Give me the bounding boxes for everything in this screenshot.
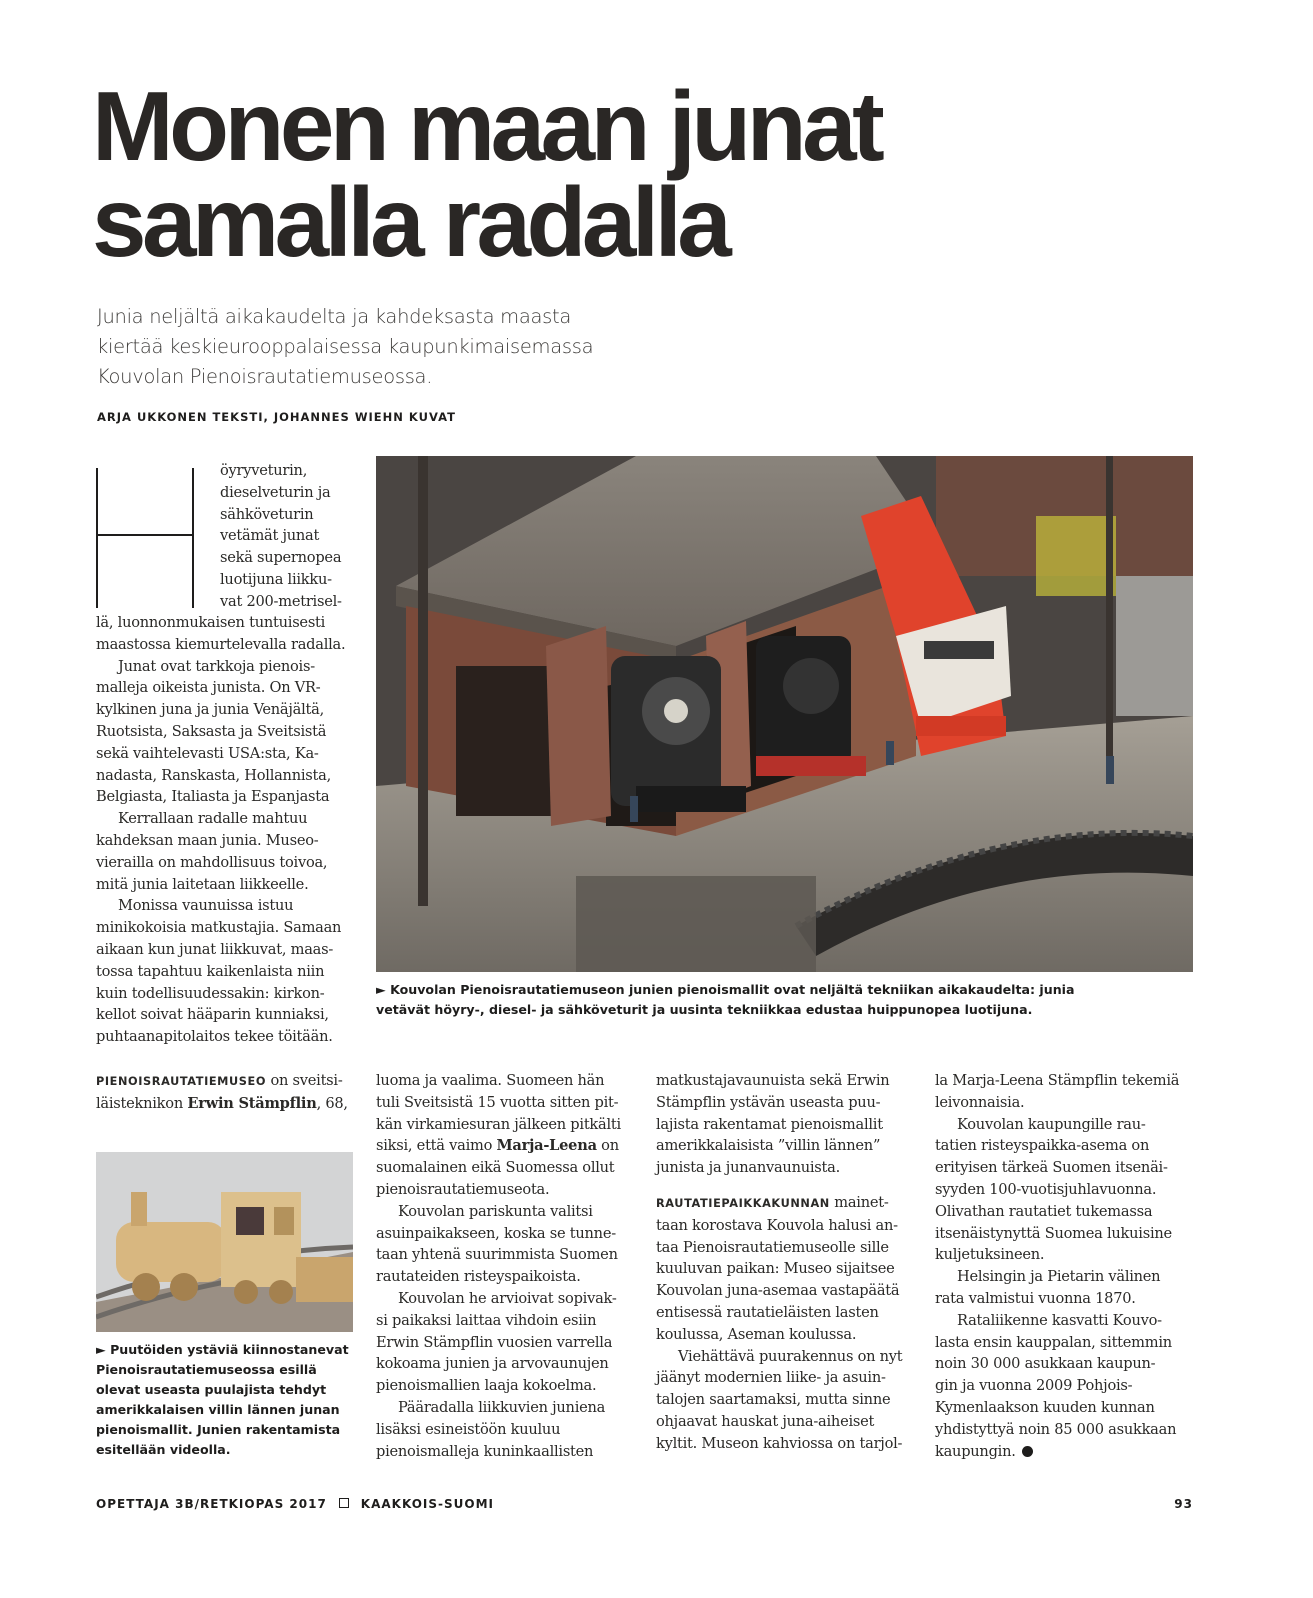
- text-line: entisessä rautatieläisten lasten: [656, 1303, 879, 1321]
- engine-shed-illustration: [376, 456, 1193, 972]
- page-footer: [96, 1497, 1193, 1517]
- text-line: matkustajavaunuista sekä Erwin: [656, 1072, 890, 1089]
- text-line: syyden 100-vuotisjuhlavuonna.: [935, 1180, 1157, 1198]
- text-fragment: on sveitsi-: [266, 1072, 343, 1089]
- text-line: rautateiden risteyspaikoista.: [376, 1268, 581, 1286]
- caption-line: amerikkalaisen villin lännen junan: [96, 1402, 340, 1417]
- text-line: Kymenlaakson kuuden kunnan: [935, 1398, 1155, 1416]
- text-line: kän virkamiesuran jälkeen pitkälti: [376, 1115, 621, 1133]
- text-line: [656, 1192, 918, 1215]
- text-line: Kouvolan juna-asemaa vastapäätä: [656, 1282, 900, 1300]
- text-line: dieselveturin ja: [220, 483, 331, 501]
- text-line: taan yhtenä suurimmista Suomen: [376, 1246, 618, 1264]
- text-fragment: kaupungin.: [935, 1442, 1016, 1460]
- text-line: tuli Sveitsistä 15 vuotta sitten pit-: [376, 1093, 619, 1111]
- text-fragment: , 68,: [316, 1094, 348, 1112]
- text-line: la Marja-Leena Stämpflin tekemiä: [935, 1072, 1180, 1089]
- publication-name: OPETTAJA 3B/RETKIOPAS 2017: [96, 1497, 327, 1511]
- text-line: [376, 1135, 638, 1157]
- text-line: Kouvolan pariskunta valitsi: [398, 1202, 593, 1220]
- caption-line: ► Kouvolan Pienoisrautatiemuseon junien pienoismallit ovat neljältä tekniikan aikakaudelta: junia: [376, 982, 1075, 997]
- caption-line: vetävät höyry-, diesel- ja sähköveturit ja uusinta tekniikkaa edustaa huippunopea luotijuna.: [376, 1002, 1033, 1017]
- small-photo-caption: [96, 1340, 358, 1460]
- caption-line: Pienoisrautatiemuseossa esillä: [96, 1362, 317, 1377]
- text-line: leivonnaisia.: [935, 1093, 1025, 1111]
- text-line: lajista rakentamat pienoismallit: [656, 1115, 883, 1133]
- drop-cap-letter: [96, 464, 97, 465]
- text-line: luotijuna liikku-: [220, 570, 332, 588]
- text-line: vat 200-metrisel-: [220, 592, 342, 610]
- text-line: mitä junia laitetaan liikkeelle.: [96, 875, 309, 893]
- lead-in-caps: RAUTATIEPAIKKAKUNNAN: [656, 1196, 830, 1210]
- text-line: yhdistyttyä noin 85 000 asukkaan: [935, 1420, 1177, 1438]
- text-line: taan korostava Kouvola halusi an-: [656, 1216, 898, 1234]
- text-line: maastossa kiemurtelevalla radalla.: [96, 635, 346, 653]
- lede-line: Kouvolan Pienoisrautatiemuseossa.: [97, 365, 433, 388]
- text-line: gin ja vuonna 2009 Pohjois-: [935, 1377, 1133, 1395]
- text-fragment: mainet-: [829, 1193, 889, 1211]
- text-line: [935, 1441, 1197, 1463]
- column-1: [96, 612, 362, 1048]
- text-line: itsenäistynyttä Suomea lukuisine: [935, 1224, 1172, 1242]
- column-a: [96, 1070, 358, 1115]
- caption-line: olevat useasta puulajista tehdyt: [96, 1382, 327, 1397]
- text-line: lä, luonnonmukaisen tuntuisesti: [96, 614, 326, 631]
- text-line: pienoisrautatiemuseota.: [376, 1180, 550, 1198]
- text-line: Helsingin ja Pietarin välinen: [957, 1268, 1161, 1286]
- text-line: luoma ja vaalima. Suomeen hän: [376, 1072, 605, 1089]
- text-line: öyryveturin,: [220, 462, 308, 479]
- text-line: Rataliikenne kasvatti Kouvo-: [957, 1311, 1162, 1329]
- lede-line: kiertää keskieurooppalaisessa kaupunkimaisemassa: [97, 335, 594, 358]
- region-name: KAAKKOIS-SUOMI: [360, 1497, 495, 1511]
- text-line: Stämpflin ystävän useasta puu-: [656, 1093, 881, 1111]
- text-line: Pääradalla liikkuvien juniena: [398, 1398, 606, 1416]
- text-line: malleja oikeista junista. On VR-: [96, 679, 321, 697]
- caption-line: esitellään videolla.: [96, 1442, 231, 1457]
- text-fragment: läisteknikon: [96, 1094, 188, 1112]
- page-number: 93: [1174, 1497, 1193, 1511]
- text-line: [96, 1093, 358, 1115]
- text-line: vetämät junat: [220, 527, 320, 545]
- text-line: ohjaavat hauskat juna-aiheiset: [656, 1412, 875, 1430]
- title-line-2: samalla radalla: [92, 167, 728, 277]
- text-line: rata valmistui vuonna 1870.: [935, 1289, 1136, 1307]
- photo-caption: [376, 980, 1193, 1020]
- lede: [97, 302, 657, 392]
- text-line: taa Pienoisrautatiemuseolle sille: [656, 1238, 889, 1256]
- text-line: erityisen tärkeä Suomen itsenäi-: [935, 1159, 1168, 1177]
- caption-line: ► Puutöiden ystäviä kiinnostanevat: [96, 1342, 349, 1357]
- text-line: suomalainen eikä Suomessa ollut: [376, 1159, 615, 1177]
- end-mark-icon: [1022, 1446, 1033, 1457]
- text-line: Viehättävä puurakennus on nyt: [678, 1347, 903, 1365]
- text-line: pienoismalleja kuninkaallisten: [376, 1442, 594, 1460]
- caption-line: pienoismallit. Junien rakentamista: [96, 1422, 341, 1437]
- paragraph-gap: [656, 1179, 918, 1192]
- wooden-locomotive-illustration: [96, 1152, 353, 1332]
- text-line: kahdeksan maan junia. Museo-: [96, 831, 319, 849]
- text-line: si paikaksi laittaa vihdoin esiin: [376, 1311, 597, 1329]
- text-line: [96, 1070, 358, 1093]
- text-line: tossa tapahtuu kaikenlaista niin: [96, 962, 325, 980]
- text-line: tatien risteyspaikka-asema on: [935, 1137, 1150, 1155]
- title-line-1: Monen maan junat: [92, 71, 881, 181]
- text-line: puhtaanapitolaitos tekee töitään.: [96, 1028, 333, 1046]
- separator-square-icon: [339, 1498, 349, 1508]
- text-line: pienoismallien laaja kokoelma.: [376, 1377, 597, 1395]
- lede-line: Junia neljältä aikakaudelta ja kahdeksasta maasta: [97, 305, 572, 328]
- text-line: sähköveturin: [220, 505, 314, 523]
- text-line: Kouvolan he arvioivat sopivak-: [398, 1289, 617, 1307]
- text-line: koulussa, Aseman koulussa.: [656, 1325, 857, 1343]
- text-line: Kerrallaan radalle mahtuu: [118, 810, 308, 828]
- text-line: vierailla on mahdollisuus toivoa,: [96, 853, 328, 871]
- text-line: aikaan kun junat liikkuvat, maas-: [96, 940, 334, 958]
- text-line: lisäksi esineistöön kuuluu: [376, 1420, 561, 1438]
- text-line: nadasta, Ranskasta, Hollannista,: [96, 766, 331, 784]
- text-line: Olivathan rautatiet tukemassa: [935, 1202, 1153, 1220]
- text-line: sekä vaihtelevasti USA:sta, Ka-: [96, 744, 319, 762]
- text-line: kylkinen juna ja junia Venäjältä,: [96, 701, 324, 719]
- byline: ARJA UKKONEN TEKSTI, JOHANNES WIEHN KUVAT: [97, 410, 456, 424]
- text-line: talojen saartamaksi, mutta sinne: [656, 1391, 891, 1409]
- person-name: Marja-Leena: [496, 1137, 597, 1155]
- person-name: Erwin Stämpflin: [187, 1094, 317, 1112]
- text-line: kuuluvan paikan: Museo sijaitsee: [656, 1260, 895, 1278]
- drop-cap-stroke-bar: [96, 534, 194, 536]
- text-fragment: on: [596, 1137, 619, 1155]
- lead-in-caps: PIENOISRAUTATIEMUSEO: [96, 1075, 267, 1088]
- text-line: kuin todellisuudessakin: kirkon-: [96, 984, 325, 1002]
- column-c: [656, 1070, 918, 1455]
- text-line: kuljetuksineen.: [935, 1246, 1045, 1264]
- text-line: lasta ensin kauppalan, sittemmin: [935, 1333, 1172, 1351]
- text-line: kellot soivat hääparin kunniaksi,: [96, 1006, 329, 1024]
- column-d: [935, 1070, 1197, 1462]
- intro-beside-dropcap: [220, 460, 360, 613]
- text-line: amerikkalaisista ”villin lännen”: [656, 1137, 881, 1155]
- text-line: kokoama junien ja arvovaunujen: [376, 1355, 609, 1373]
- drop-cap: [96, 464, 208, 608]
- page-title: [92, 71, 1092, 277]
- wooden-train-photo: [96, 1152, 353, 1332]
- column-b: [376, 1070, 638, 1462]
- text-line: Monissa vaunuissa istuu: [118, 897, 294, 915]
- text-line: Kouvolan kaupungille rau-: [957, 1115, 1146, 1133]
- model-railway-photo: [376, 456, 1193, 972]
- text-line: sekä supernopea: [220, 549, 342, 567]
- text-line: noin 30 000 asukkaan kaupun-: [935, 1355, 1156, 1373]
- text-line: Junat ovat tarkkoja pienois-: [118, 657, 315, 675]
- text-fragment: siksi, että vaimo: [376, 1137, 497, 1155]
- drop-cap-stroke-right: [192, 468, 194, 608]
- text-line: asuinpaikakseen, koska se tunne-: [376, 1224, 616, 1242]
- text-line: Belgiasta, Italiasta ja Espanjasta: [96, 788, 330, 806]
- drop-cap-stroke-left: [96, 468, 98, 608]
- text-line: junista ja junanvaunuista.: [656, 1159, 840, 1177]
- text-line: Erwin Stämpflin vuosien varrella: [376, 1333, 613, 1351]
- text-line: Ruotsista, Saksasta ja Sveitsistä: [96, 722, 327, 740]
- text-line: jäänyt modernien liike- ja asuin-: [656, 1369, 886, 1387]
- text-line: kyltit. Museon kahviossa on tarjol-: [656, 1434, 903, 1452]
- text-line: minikokoisia matkustajia. Samaan: [96, 919, 342, 937]
